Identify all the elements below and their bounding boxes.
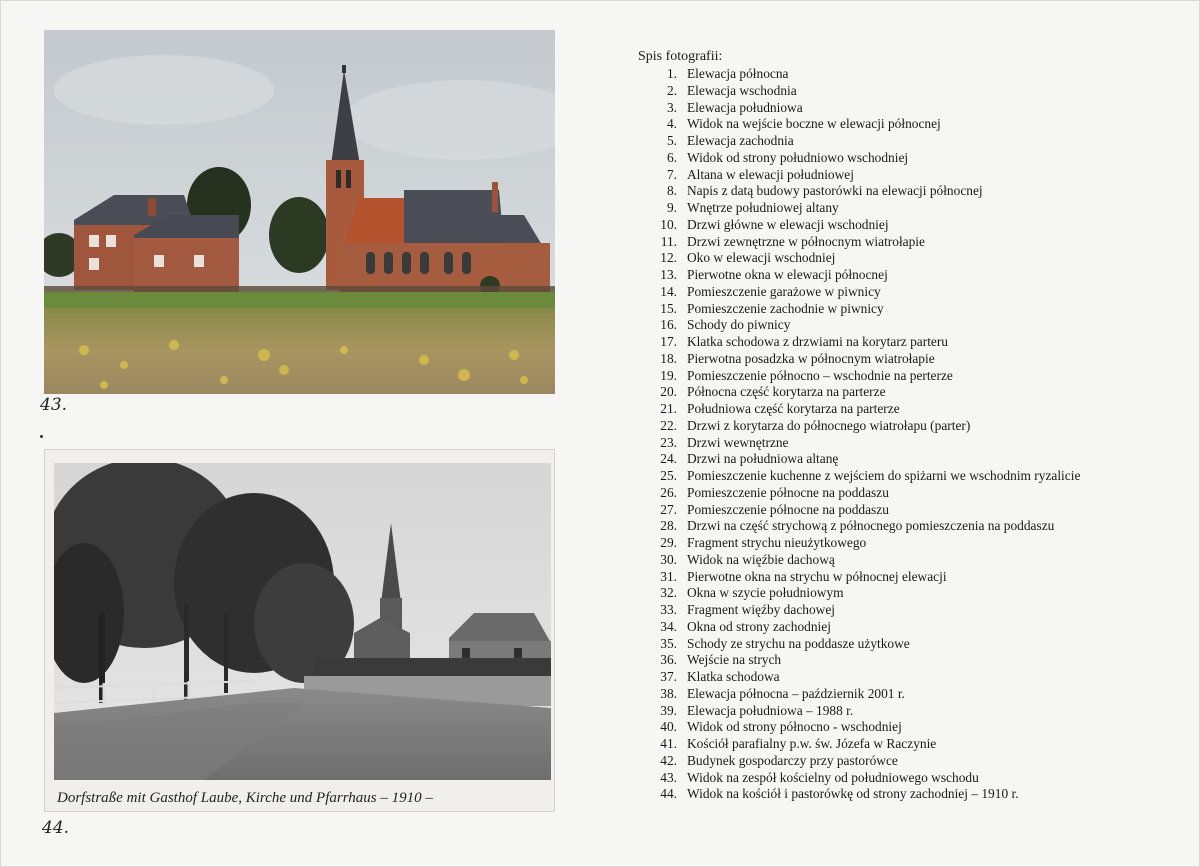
- photo-caption: Dorfstraße mit Gasthof Laube, Kirche und Pfarrhaus – 1910 –: [57, 790, 433, 806]
- list-item-text: Widok na zespół kościelny od południowego wschodu: [687, 769, 979, 785]
- list-item-number: 36.: [660, 652, 677, 668]
- list-item-number: 13.: [660, 267, 677, 282]
- list-item-number: 2.: [666, 82, 677, 98]
- list-item: [640, 451, 1080, 468]
- list-item-number: 44.: [660, 786, 677, 802]
- list-item-number: 14.: [660, 283, 677, 299]
- list-item: [640, 317, 1080, 334]
- list-item-text: Klatka schodowa z drzwiami na korytarz parteru: [687, 334, 949, 349]
- list-item-number: 4.: [666, 116, 677, 132]
- list-item-number: 7.: [666, 166, 677, 182]
- list-item: [640, 167, 1080, 184]
- list-item-number: 8.: [666, 183, 677, 199]
- list-item-number: 39.: [660, 702, 677, 718]
- list-item-text: Elewacja południowa – 1988 r.: [687, 702, 854, 718]
- list-item-text: Pomieszczenie północne na poddaszu: [687, 501, 889, 517]
- list-title: Spis fotografii:: [638, 49, 723, 64]
- list-item-number: 9.: [666, 200, 677, 215]
- list-item-text: Drzwi główne w elewacji wschodniej: [687, 216, 889, 232]
- photo-card-historic: [44, 449, 555, 812]
- list-item-text: Elewacja południowa: [687, 99, 803, 115]
- list-item-text: Fragment strychu nieużytkowego: [687, 535, 867, 550]
- list-item-number: 38.: [660, 685, 677, 701]
- list-item-text: Napis z datą budowy pastorówki na elewacji północnej: [687, 183, 983, 199]
- list-item: [640, 669, 1080, 686]
- list-item-text: Wejście na strych: [687, 652, 782, 668]
- photo-list: [640, 66, 1080, 803]
- list-item-text: Pomieszczenie północno – wschodnie na perterze: [687, 367, 953, 383]
- list-item-text: Pomieszczenie zachodnie w piwnicy: [687, 300, 884, 316]
- list-item: [640, 83, 1080, 100]
- list-item-number: 30.: [660, 551, 677, 567]
- list-item: [640, 384, 1080, 401]
- list-item-number: 22.: [660, 417, 677, 433]
- list-item: [640, 234, 1080, 251]
- list-item-text: Schody ze strychu na poddasze użytkowe: [687, 635, 910, 651]
- list-item-text: Pomieszczenie kuchenne z wejściem do spiżarni we wschodnim ryzalicie: [687, 468, 1081, 483]
- list-item: [640, 569, 1080, 586]
- list-item-text: Drzwi na część strychową z północnego pomieszczenia na poddaszu: [687, 518, 1055, 534]
- list-item-text: Widok od strony północno - wschodniej: [687, 719, 902, 735]
- list-item-number: 5.: [666, 133, 677, 148]
- photo-number-43: 43.: [40, 395, 68, 415]
- list-item-number: 11.: [660, 233, 677, 249]
- list-item: [640, 66, 1080, 83]
- list-item: [640, 719, 1080, 736]
- list-item-text: Drzwi wewnętrzne: [687, 434, 789, 450]
- list-item-text: Widok od strony południowo wschodniej: [687, 149, 909, 165]
- list-item-number: 15.: [660, 300, 677, 316]
- list-item-text: Kościół parafialny p.w. św. Józefa w Raczynie: [687, 736, 937, 751]
- list-item: [640, 435, 1080, 452]
- list-item-text: Elewacja północna – październik 2001 r.: [687, 685, 905, 701]
- list-item: [640, 368, 1080, 385]
- list-item: [640, 518, 1080, 535]
- list-item-number: 1.: [666, 66, 677, 81]
- list-item-number: 10.: [660, 216, 677, 232]
- list-item: [640, 200, 1080, 217]
- list-item: [640, 686, 1080, 703]
- list-item-text: Oko w elewacji wschodniej: [687, 250, 836, 266]
- list-item: [640, 183, 1080, 200]
- list-item-text: Pomieszczenie garażowe w piwnicy: [687, 283, 881, 299]
- list-item-number: 16.: [660, 317, 677, 333]
- photo-church-color: [44, 30, 555, 394]
- list-item-number: 32.: [660, 585, 677, 601]
- list-item-text: Pierwotne okna w elewacji północnej: [687, 267, 888, 282]
- list-item-text: Schody do piwnicy: [687, 317, 791, 333]
- list-item-number: 19.: [660, 367, 677, 383]
- list-item-text: Drzwi na południowa altanę: [687, 451, 839, 467]
- list-item-text: Północna część korytarza na parterze: [687, 384, 886, 400]
- list-item-text: Widok na wejście boczne w elewacji północnej: [687, 116, 941, 132]
- list-item-number: 23.: [660, 434, 677, 450]
- list-item: [640, 116, 1080, 133]
- list-item-text: Wnętrze południowej altany: [687, 200, 839, 215]
- list-item-number: 12.: [660, 250, 677, 266]
- list-item-text: Pierwotne okna na strychu w północnej elewacji: [687, 568, 947, 584]
- list-item-text: Elewacja zachodnia: [687, 133, 794, 148]
- list-item: [640, 502, 1080, 519]
- list-item-number: 27.: [660, 501, 677, 517]
- list-item: [640, 301, 1080, 318]
- page-mark: [40, 435, 43, 438]
- list-item-text: Drzwi zewnętrzne w północnym wiatrołapie: [687, 233, 925, 249]
- list-item: [640, 770, 1080, 787]
- list-item: [640, 100, 1080, 117]
- list-item-text: Widok na więźbie dachową: [687, 551, 835, 567]
- list-item-number: 35.: [660, 635, 677, 651]
- list-item: [640, 150, 1080, 167]
- list-item: [640, 753, 1080, 770]
- list-item-number: 25.: [660, 468, 677, 483]
- list-item-text: Budynek gospodarczy przy pastorówce: [687, 752, 898, 768]
- list-item: [640, 267, 1080, 284]
- list-item-number: 6.: [666, 149, 677, 165]
- list-item-text: Południowa część korytarza na parterze: [687, 401, 900, 416]
- list-item: [640, 535, 1080, 552]
- list-item-number: 21.: [660, 401, 677, 416]
- list-item: [640, 786, 1080, 803]
- list-item: [640, 585, 1080, 602]
- list-item: [640, 602, 1080, 619]
- list-item-number: 40.: [660, 719, 677, 735]
- list-item-number: 43.: [660, 769, 677, 785]
- list-item-number: 31.: [660, 568, 677, 584]
- list-item-text: Altana w elewacji południowej: [687, 166, 854, 182]
- list-item: [640, 468, 1080, 485]
- list-item-text: Pierwotna posadzka w północnym wiatrołapie: [687, 350, 935, 366]
- list-item-number: 24.: [660, 451, 677, 467]
- list-item-text: Fragment więźby dachowej: [687, 602, 835, 617]
- list-item: [640, 636, 1080, 653]
- list-item: [640, 736, 1080, 753]
- list-item: [640, 217, 1080, 234]
- list-item-number: 41.: [660, 736, 677, 751]
- list-item: [640, 401, 1080, 418]
- list-item: [640, 552, 1080, 569]
- list-item-number: 37.: [660, 669, 677, 684]
- photo-village-street-1910: [54, 463, 551, 780]
- list-item-text: Pomieszczenie północne na poddaszu: [687, 484, 889, 500]
- list-item-number: 18.: [660, 350, 677, 366]
- list-item: [640, 334, 1080, 351]
- list-item: [640, 133, 1080, 150]
- list-item-text: Okna od strony zachodniej: [687, 618, 831, 634]
- list-item-text: Elewacja północna: [687, 66, 789, 81]
- list-item: [640, 619, 1080, 636]
- list-item: [640, 485, 1080, 502]
- list-item: [640, 250, 1080, 267]
- list-item-number: 20.: [660, 384, 677, 400]
- list-item: [640, 418, 1080, 435]
- list-item: [640, 284, 1080, 301]
- list-item-text: Okna w szycie południowym: [687, 585, 844, 601]
- list-item-number: 34.: [660, 618, 677, 634]
- list-item-number: 42.: [660, 752, 677, 768]
- list-item-number: 17.: [660, 334, 677, 349]
- list-item-text: Drzwi z korytarza do północnego wiatrołapu (parter): [687, 417, 971, 433]
- list-item: [640, 652, 1080, 669]
- list-item-number: 3.: [666, 99, 677, 115]
- list-item-number: 26.: [660, 484, 677, 500]
- list-item-number: 29.: [660, 535, 677, 550]
- list-item: [640, 351, 1080, 368]
- list-item: [640, 703, 1080, 720]
- list-item-number: 33.: [660, 602, 677, 617]
- list-item-text: Klatka schodowa: [687, 669, 780, 684]
- photo-number-44: 44.: [42, 818, 70, 838]
- list-item-number: 28.: [660, 518, 677, 534]
- list-item-text: Elewacja wschodnia: [687, 82, 797, 98]
- list-item-text: Widok na kościół i pastorówkę od strony zachodniej – 1910 r.: [687, 786, 1019, 802]
